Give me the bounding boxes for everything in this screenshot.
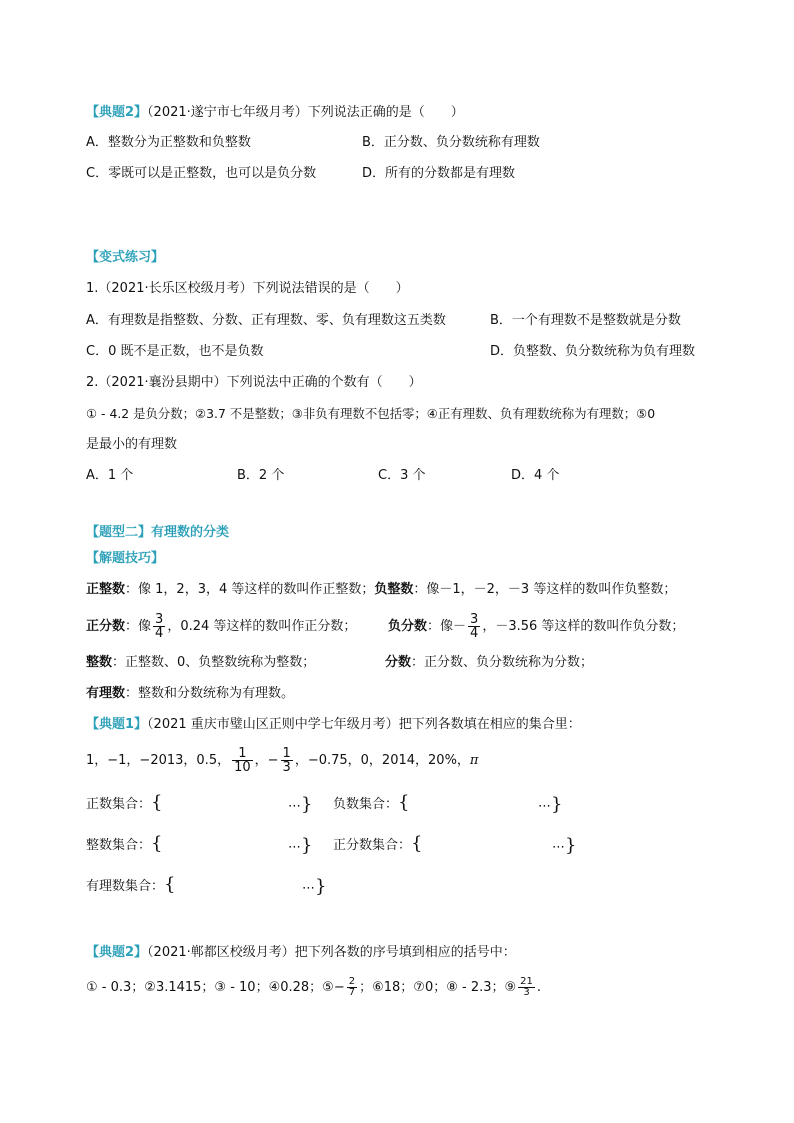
set-integer: 整数集合：{	[86, 833, 163, 854]
example2a-question: 【典题2】（2021·遂宁市七年级月考）下列说法正确的是（ ）	[86, 105, 464, 120]
fraction: $\frac{2}{7}$	[348, 976, 356, 998]
example1-tag: 【典题1】	[86, 717, 148, 732]
example2b-tag: 【典题2】	[86, 945, 148, 960]
variant-q1-option-a: A．有理数是指整数、分数、正有理数、零、负有理数这五类数	[86, 313, 446, 328]
variant-q2-option-a: A．1 个	[86, 468, 134, 483]
set-rational: 有理数集合：{	[86, 874, 176, 895]
variant-q1-option-c: C．0 既不是正数，也不是负数	[86, 344, 264, 359]
set-positive: 正数集合：{	[86, 792, 163, 813]
example2a-option-c: C．零既可以是正整数，也可以是负分数	[86, 166, 317, 181]
fraction: $\frac{3}{4}$	[470, 612, 479, 641]
set-negative: 负数集合：{	[333, 792, 410, 813]
variant-q2-line1: ① - 4.2 是负分数；②3.7 不是整数；③非负有理数不包括零；④正有理数、负有理数统称为有理数；⑤0	[86, 406, 656, 421]
variant-q2-option-d: D．4 个	[511, 468, 560, 483]
frac-def: 分数：正分数、负分数统称为分数；	[385, 655, 594, 670]
type2-heading: 【题型二】有理数的分类	[86, 525, 230, 540]
set-positive-end: ⋯}	[288, 794, 313, 815]
example1-numbers: 1，−1，−2013，0.5， $\frac{1}{10}$ ，− $\frac{1}{3}$ ，−0.75，0，2014，20%，π	[86, 746, 479, 775]
example2a-option-a: A．整数分为正整数和负整数	[86, 135, 251, 150]
variant-q2: 2.（2021·襄汾县期中）下列说法中正确的个数有（ ）	[86, 375, 422, 390]
fraction: $\frac{3}{4}$	[155, 612, 164, 641]
int-def: 整数：正整数、0、负整数统称为整数；	[86, 655, 316, 670]
variant-tag: 【变式练习】	[86, 250, 165, 265]
set-positive-fraction: 正分数集合：{	[333, 833, 423, 854]
variant-q2-option-b: B．2 个	[237, 468, 285, 483]
set-rational-end: ⋯}	[302, 876, 327, 897]
set-positive-fraction-end: ⋯}	[552, 835, 577, 856]
example1-question: 【典题1】（2021 重庆市璧山区正则中学七年级月考）把下列各数填在相应的集合里：	[86, 717, 581, 732]
neg-frac-def: 负分数：像－ $\frac{3}{4}$ ，－3.56 等这样的数叫作负分数；	[388, 612, 685, 641]
frac-defs: 正分数：像 $\frac{3}{4}$ ，0.24 等这样的数叫作正分数；	[86, 612, 357, 641]
variant-q2-line2: 是最小的有理数	[86, 437, 178, 452]
fraction: $\frac{21}{3}$	[520, 976, 533, 998]
variant-q1-option-d: D．负整数、负分数统称为负有理数	[490, 344, 696, 359]
tips-tag: 【解题技巧】	[86, 551, 165, 566]
fraction: $\frac{1}{3}$	[282, 746, 291, 775]
set-negative-end: ⋯}	[538, 794, 563, 815]
example2a-tag: 【典题2】	[86, 105, 148, 120]
fraction: $\frac{1}{10}$	[234, 746, 251, 775]
example2a-option-d: D．所有的分数都是有理数	[362, 166, 516, 181]
variant-q2-option-c: C．3 个	[378, 468, 426, 483]
example2a-option-b: B．正分数、负分数统称有理数	[362, 135, 540, 150]
variant-q1: 1.（2021·长乐区校级月考）下列说法错误的是（ ）	[86, 281, 409, 296]
rat-def: 有理数：整数和分数统称为有理数。	[86, 686, 295, 701]
pos-int-def: 正整数：像 1，2，3，4 等这样的数叫作正整数；负整数：像－1，－2，－3 等这样的数叫作负整数；	[86, 582, 677, 597]
example2b-question: 【典题2】（2021·郸都区校级月考）把下列各数的序号填到相应的括号中：	[86, 945, 516, 960]
example2b-items: ① - 0.3；②3.1415；③ - 10；④0.28；⑤− $\frac{2}{7}$ ；⑥18；⑦0；⑧ - 2.3；⑨ $\frac{21}{3}$ .	[86, 976, 542, 998]
variant-q1-option-b: B．一个有理数不是整数就是分数	[490, 313, 681, 328]
set-integer-end: ⋯}	[288, 835, 313, 856]
